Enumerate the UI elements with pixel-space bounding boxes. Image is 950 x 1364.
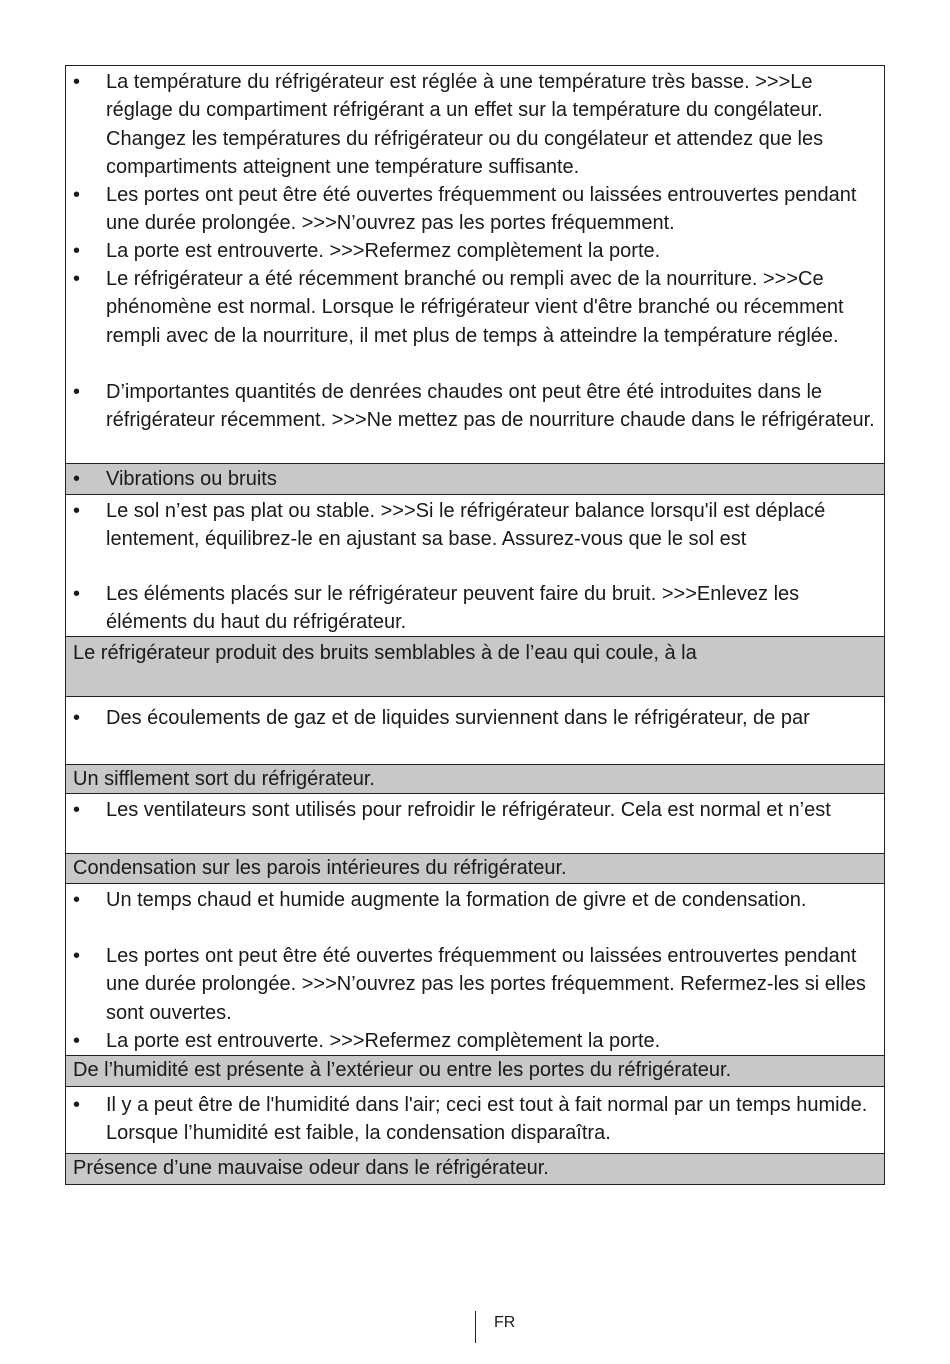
list-item-text: Un temps chaud et humide augmente la formation de givre et de condensation. <box>106 889 807 911</box>
bullet: • <box>73 381 81 403</box>
table-row <box>66 794 884 854</box>
list-item-text: Les portes ont peut être été ouvertes fréquemment ou laissées entrouvertes pendant une durée prolongée. >>>N’ouvrez pas les portes fréquemment. <box>106 184 857 235</box>
footer-divider <box>475 1311 476 1343</box>
list-item-text: D’importantes quantités de denrées chaudes ont peut être été introduites dans le réfrigérateur récemment. >>>Ne mettez pas de nourriture chaude dans le réfrigérateur. <box>106 381 875 432</box>
table-row <box>66 884 884 1056</box>
bullet: • <box>73 268 81 290</box>
section-header <box>66 765 884 794</box>
bullet: • <box>73 240 81 262</box>
table-row <box>66 66 884 464</box>
bullet: • <box>73 945 81 967</box>
section-header <box>66 854 884 884</box>
list-item-text: La porte est entrouverte. >>>Refermez complètement la porte. <box>106 1030 661 1052</box>
list-item-text: Les éléments placés sur le réfrigérateur peuvent faire du bruit. >>>Enlevez les éléments du haut du réfrigérateur. <box>106 583 800 634</box>
bullet: • <box>73 1094 81 1116</box>
footer-language: FR <box>494 1314 516 1331</box>
list-item-text: Des écoulements de gaz et de liquides surviennent dans le réfrigérateur, de par <box>106 707 810 729</box>
bullet: • <box>73 1030 81 1052</box>
bullet: • <box>73 184 81 206</box>
bullet: • <box>73 583 81 605</box>
troubleshooting-table <box>65 65 885 1185</box>
section-header-text: De l’humidité est présente à l’extérieur ou entre les portes du réfrigérateur. <box>73 1059 732 1081</box>
section-header <box>66 637 884 697</box>
bullet: • <box>73 500 81 522</box>
bullet: • <box>73 468 81 490</box>
list-item-text: Les portes ont peut être été ouvertes fréquemment ou laissées entrouvertes pendant une durée prolongée. >>>N’ouvrez pas les portes fréquemment. Refermez-les si elles sont ouvertes. <box>106 945 866 1024</box>
table-row <box>66 495 884 637</box>
list-item-text: Il y a peut être de l'humidité dans l'air; ceci est tout à fait normal par un temps humide. Lorsque l’humidité est faible, la condensation disparaîtra. <box>106 1094 868 1145</box>
list-item-text: Le réfrigérateur a été récemment branché ou rempli avec de la nourriture. >>>Ce phénomène est normal. Lorsque le réfrigérateur vient d'être branché ou récemment rempli avec de la nourriture, il met plus de temps à atteindre la température réglée. <box>106 268 844 347</box>
section-header-text: Condensation sur les parois intérieures du réfrigérateur. <box>73 857 567 879</box>
bullet: • <box>73 889 81 911</box>
bullet: • <box>73 707 81 729</box>
list-item-text: Le sol n’est pas plat ou stable. >>>Si le réfrigérateur balance lorsqu'il est déplacé lentement, équilibrez-le en ajustant sa base. Assurez-vous que le sol est <box>106 500 826 551</box>
section-header <box>66 1056 884 1087</box>
list-item-text: Les ventilateurs sont utilisés pour refroidir le réfrigérateur. Cela est normal et n’est <box>106 799 831 821</box>
section-header-text: Vibrations ou bruits <box>106 468 277 490</box>
section-header-text: Un sifflement sort du réfrigérateur. <box>73 768 375 790</box>
list-item-text: La température du réfrigérateur est réglée à une température très basse. >>>Le réglage du compartiment réfrigérant a un effet sur la température du congélateur. Changez les températures du réfrigérateur ou du congélateur et attendez que les compartiments atteignent une température suffisante. <box>106 71 824 178</box>
section-header <box>66 1154 884 1185</box>
table-row <box>66 697 884 765</box>
section-header-text: Le réfrigérateur produit des bruits semblables à de l’eau qui coule, à la <box>73 642 697 664</box>
section-header <box>66 464 884 495</box>
list-item-text: La porte est entrouverte. >>>Refermez complètement la porte. <box>106 240 661 262</box>
bullet: • <box>73 799 81 821</box>
table-row <box>66 1087 884 1154</box>
section-header-text: Présence d’une mauvaise odeur dans le réfrigérateur. <box>73 1157 549 1179</box>
bullet: • <box>73 71 81 93</box>
